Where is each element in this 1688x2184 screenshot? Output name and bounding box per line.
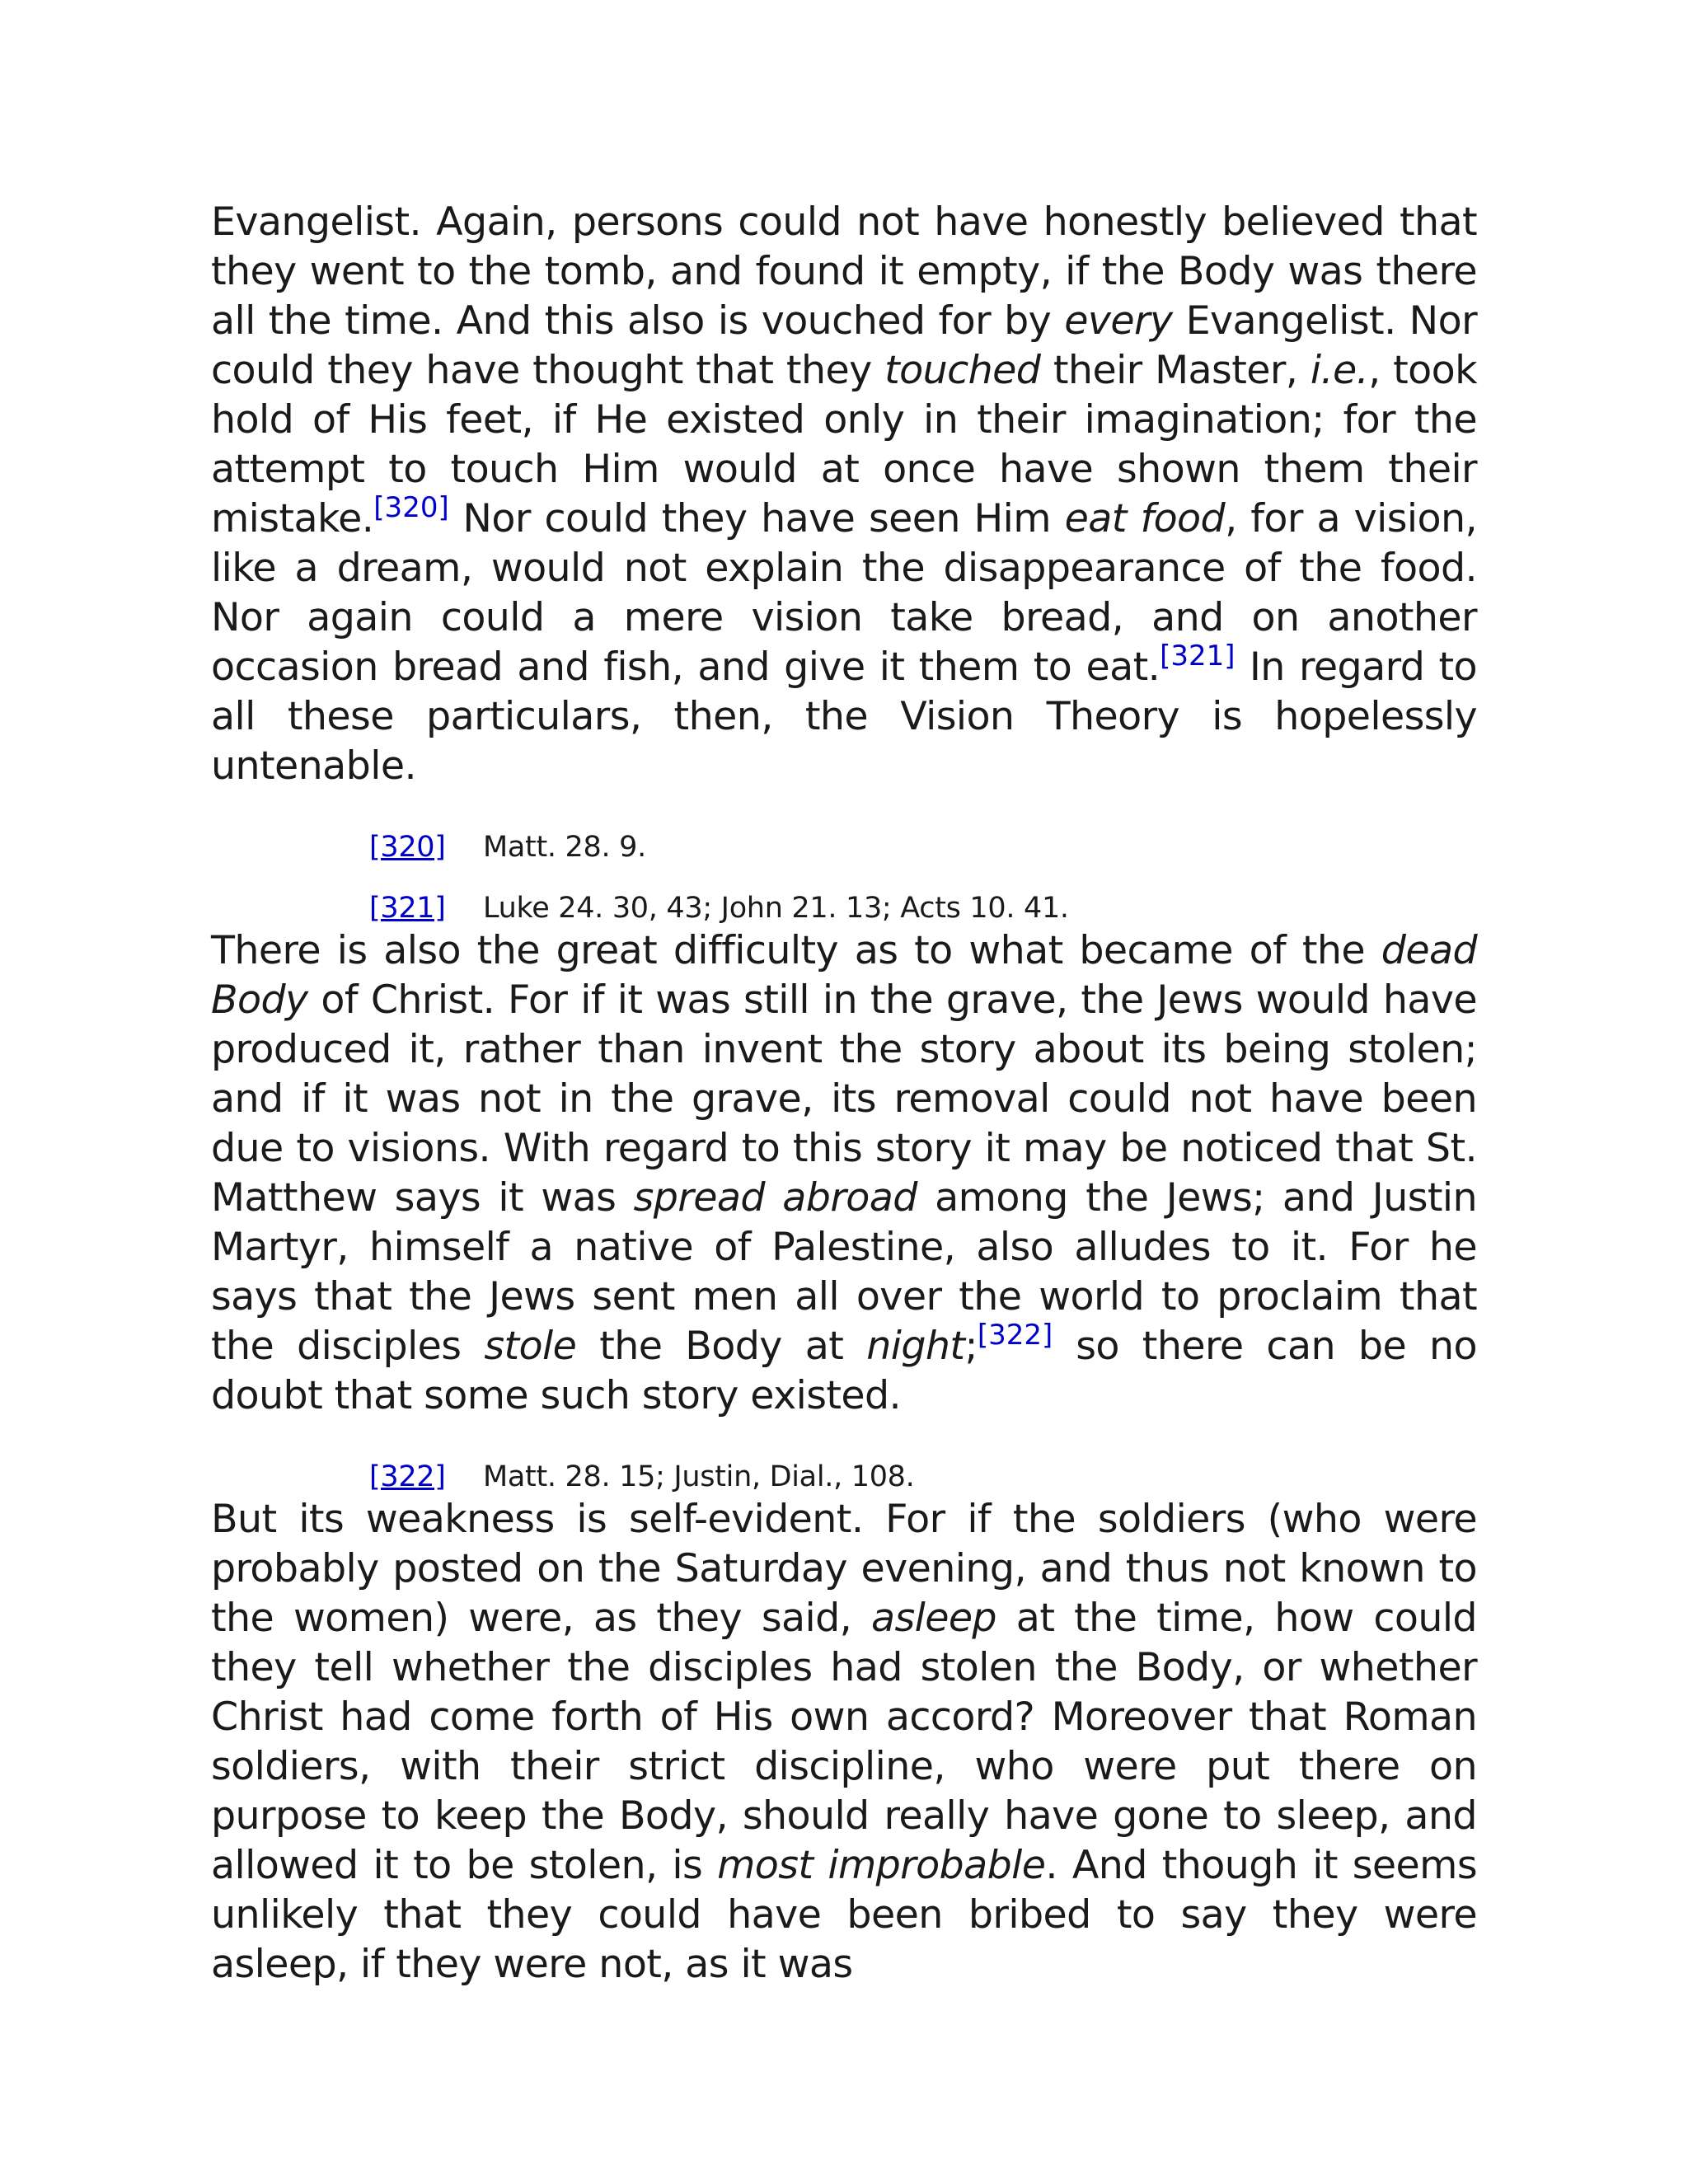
footnote-322-link[interactable]: [322]: [369, 1460, 446, 1493]
body-text: of Christ. For if it was still in the grave, the Jews would have produced it, rather than invent the story about its being stolen; and if it was not in the grave, its removal could not have been due to visions. With regard to this story it may be noticed that St. Matthew says it was: [211, 977, 1477, 1221]
body-text: so there can be no doubt that some such story existed.: [211, 1324, 1477, 1418]
document-page: [211, 198, 1477, 1990]
emphasized-text: dead Body: [211, 928, 1477, 1023]
footnote-320-link[interactable]: [320]: [369, 831, 446, 864]
footnote-320-text: Matt. 28. 9.: [483, 831, 646, 864]
body-text: , for a vision, like a dream, would not explain the disappearance of the food. Nor again could a mere vision take bread, and on another occasion bread and fish, and give it them to eat.: [211, 496, 1477, 690]
footnote-321-text: Luke 24. 30, 43; John 21. 13; Acts 10. 41.: [483, 892, 1069, 925]
body-text: , took hold of His feet, if He existed only in their imagination; for the attempt to touch Him would at once have shown them their mistake.: [211, 348, 1477, 541]
emphasized-text: spread abroad: [633, 1175, 917, 1221]
paragraph-2: [211, 926, 1477, 1421]
footnote-reference: [978, 1319, 1053, 1352]
body-text: their Master,: [1040, 348, 1311, 393]
body-text: But its weakness is self-evident. For if the soldiers (who were probably posted on the Saturday evening, and thus not known to the women) were, as they said,: [211, 1497, 1477, 1641]
body-text: In regard to all these particulars, then, the Vision Theory is hopelessly untenable.: [211, 644, 1478, 789]
footnote-group-1: [211, 829, 1477, 926]
emphasized-text: every: [1064, 298, 1173, 344]
paragraph-1: [211, 198, 1477, 791]
footnote-reference-link[interactable]: [320]: [373, 491, 449, 524]
emphasized-text: touched: [884, 348, 1041, 393]
emphasized-text: i.e.: [1310, 348, 1369, 393]
footnote-322: [369, 1459, 1477, 1495]
emphasized-text: eat food: [1064, 496, 1226, 541]
body-text: among the Jews; and Justin Martyr, himself a native of Palestine, also alludes to it. For he says that the Jews sent men all over the world to proclaim that the disciples: [211, 1175, 1477, 1369]
footnote-reference-link[interactable]: [321]: [1160, 640, 1236, 673]
body-text: ;: [964, 1324, 978, 1369]
body-text: Evangelist. Again, persons could not have honestly believed that they went to the tomb, and found it empty, if the Body was there all the time. And this also is vouched for by: [211, 199, 1477, 344]
body-text: . And though it seems unlikely that they could have been bribed to say they were asleep, if they were not, as it was: [211, 1843, 1477, 1987]
footnote-320: [369, 829, 1477, 865]
emphasized-text: stole: [484, 1324, 577, 1369]
footnote-reference-link[interactable]: [322]: [977, 1319, 1053, 1352]
footnote-322-text: Matt. 28. 15; Justin, Dial., 108.: [483, 1460, 915, 1493]
body-text: at the time, how could they tell whether the disciples had stolen the Body, or whether Christ had come forth of His own accord? Moreover that Roman soldiers, with their strict discipline, who were put there on purpose to keep the Body, should really have gone to sleep, and allowed it to be stolen, is: [211, 1596, 1477, 1888]
body-text: the Body at: [576, 1324, 867, 1369]
body-text: Evangelist. Nor could they have thought that they: [211, 298, 1477, 393]
emphasized-text: asleep: [870, 1596, 996, 1641]
footnote-group-2: [211, 1459, 1477, 1495]
emphasized-text: most improbable: [717, 1843, 1046, 1888]
body-text: Nor could they have seen Him: [448, 496, 1065, 541]
body-text: There is also the great difficulty as to what became of the: [211, 928, 1381, 973]
footnote-321: [369, 890, 1477, 926]
footnote-321-link[interactable]: [321]: [369, 892, 446, 925]
footnote-reference: [1160, 640, 1235, 673]
paragraph-3: [211, 1495, 1477, 1990]
footnote-reference: [373, 491, 448, 524]
emphasized-text: night: [866, 1324, 965, 1369]
